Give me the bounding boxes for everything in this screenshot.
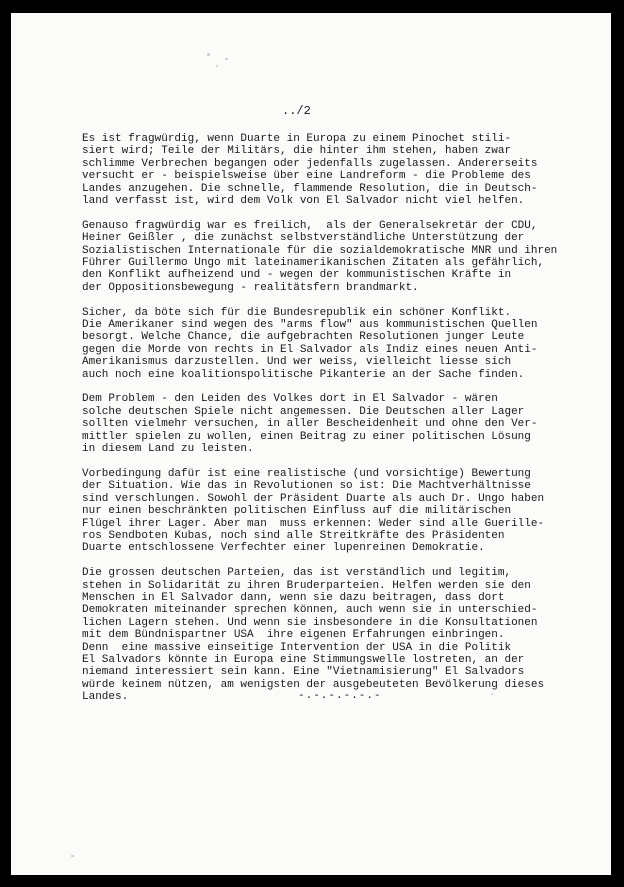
paragraph (82, 393, 582, 455)
text-line: Flügel ihrer Lager. Aber man muss erkennen: Weder sind alle Guerille- (82, 517, 545, 530)
text-line: Die grossen deutschen Parteien, das ist verständlich und legitim, (82, 567, 512, 580)
text-line: gegen die Morde von rechts in El Salvador als Indiz eines neuen Anti- (82, 343, 538, 356)
text-line: Sicher, da böte sich für die Bundesrepublik ein schöner Konflikt. (82, 306, 512, 319)
text-line: Dem Problem - den Leiden des Volkes dort in El Salvador - wären (82, 393, 498, 406)
text-line: mittler spielen zu wollen, einen Beitrag zu einer politischen Lösung (82, 430, 531, 443)
text-line: sind verschlungen. Sowohl der Präsident Duarte als auch Dr. Ungo haben (82, 492, 545, 505)
text-line: Sozialistischen Internationale für die sozialdemokratische MNR und ihren (82, 244, 558, 257)
text-line: Heiner Geißler , die zunächst selbstverständliche Unterstützung der (82, 232, 525, 245)
text-line: Landes anzugehen. Die schnelle, flammende Resolution, die in Deutsch- (82, 182, 538, 195)
text-line: Es ist fragwürdig, wenn Duarte in Europa zu einem Pinochet stili- (82, 133, 512, 145)
text-line: besorgt. Welche Chance, die aufgebrachten Resolutionen junger Leute (82, 331, 525, 344)
text-line: land verfasst ist, wird dem Volk von El Salvador nicht viel helfen. (82, 195, 525, 208)
paragraph (82, 133, 582, 207)
scan-speck (207, 53, 210, 56)
text-line: der Situation. Wie das in Revolutionen so ist: Die Machtverhältnisse (82, 480, 531, 493)
text-line: in diesem Land zu leisten. (82, 443, 254, 456)
text-line: Amerikanismus darzustellen. Und wer weiss, vielleicht liesse sich (82, 356, 512, 369)
text-line: sollten vielmehr versuchen, in aller Bescheidenheit und ohne den Ver- (82, 418, 538, 431)
text-line: Vorbedingung dafür ist eine realistische (und vorsichtige) Bewertung (82, 467, 531, 480)
text-line: Menschen in El Salvador dann, wenn sie dazu beitragen, dass dort (82, 591, 505, 604)
text-line: Führer Guillermo Ungo mit lateinamerikanischen Zitaten als gefährlich, (82, 257, 545, 270)
paragraph (82, 220, 582, 294)
text-line: niemand interessiert sein kann. Eine "Vietnamisierung" El Salvadors (82, 666, 525, 679)
text-line: schlimme Verbrechen begangen oder jedenfalls zugelassen. Andererseits (82, 157, 538, 170)
text-line: auch noch eine koalitionspolitische Pikanterie an der Sache finden. (82, 368, 525, 381)
text-line: versucht er - beispielsweise über eine Landreform - die Probleme des (82, 170, 531, 183)
text-line: Demokraten miteinander sprechen können, auch wenn sie in unterschied- (82, 604, 538, 617)
text-line: Die Amerikaner sind wegen des "arms flow" aus kommunistischen Quellen (82, 319, 538, 332)
text-line: siert wird; Teile der Militärs, die hinter ihm stehen, haben zwar (82, 145, 512, 158)
text-line: solche deutschen Spiele nicht angemessen. Die Deutschen aller Lager (82, 405, 525, 418)
text-line: würde keinem nützen, am wenigsten der ausgebeuteten Bevölkerung dieses (82, 678, 545, 691)
text-line: lichen Lagern stehen. Und wenn sie insbesondere in die Konsultationen (82, 616, 538, 629)
end-mark: -.-.-.-.-.- (298, 690, 382, 702)
scan-speck (225, 58, 228, 60)
text-line: der Oppositionsbewegung - realitätsfern brandmarkt. (82, 281, 419, 294)
text-line: Duarte entschlossene Verfechter einer lupenreinen Demokratie. (82, 542, 485, 555)
paragraph (82, 567, 582, 703)
text-line: Landes. (82, 691, 129, 704)
text-line: Genauso fragwürdig war es freilich, als der Generalsekretär der CDU, (82, 219, 538, 232)
text-line: nur einen beschränkten politischen Einfluss auf die militärischen (82, 505, 512, 518)
text-line: El Salvadors könnte in Europa eine Stimmungswelle lostreten, an der (82, 653, 525, 666)
document-body (82, 133, 582, 716)
paragraph (82, 468, 582, 555)
text-line: mit dem Bündnispartner USA ihre eigenen Erfahrungen einbringen. (82, 629, 505, 642)
page-number: ../2 (282, 104, 311, 118)
text-line: Denn eine massive einseitige Intervention der USA in die Politik (82, 641, 512, 654)
paragraph (82, 307, 582, 381)
scan-speck (216, 65, 218, 67)
scan-speck (71, 855, 74, 857)
text-line: ros Sendboten Kubas, noch sind alle Streitkräfte des Präsidenten (82, 529, 505, 542)
text-line: den Konflikt aufheizend und - wegen der kommunistischen Kräfte in (82, 269, 512, 282)
text-line: stehen in Solidarität zu ihren Bruderparteien. Helfen werden sie den (82, 579, 531, 592)
